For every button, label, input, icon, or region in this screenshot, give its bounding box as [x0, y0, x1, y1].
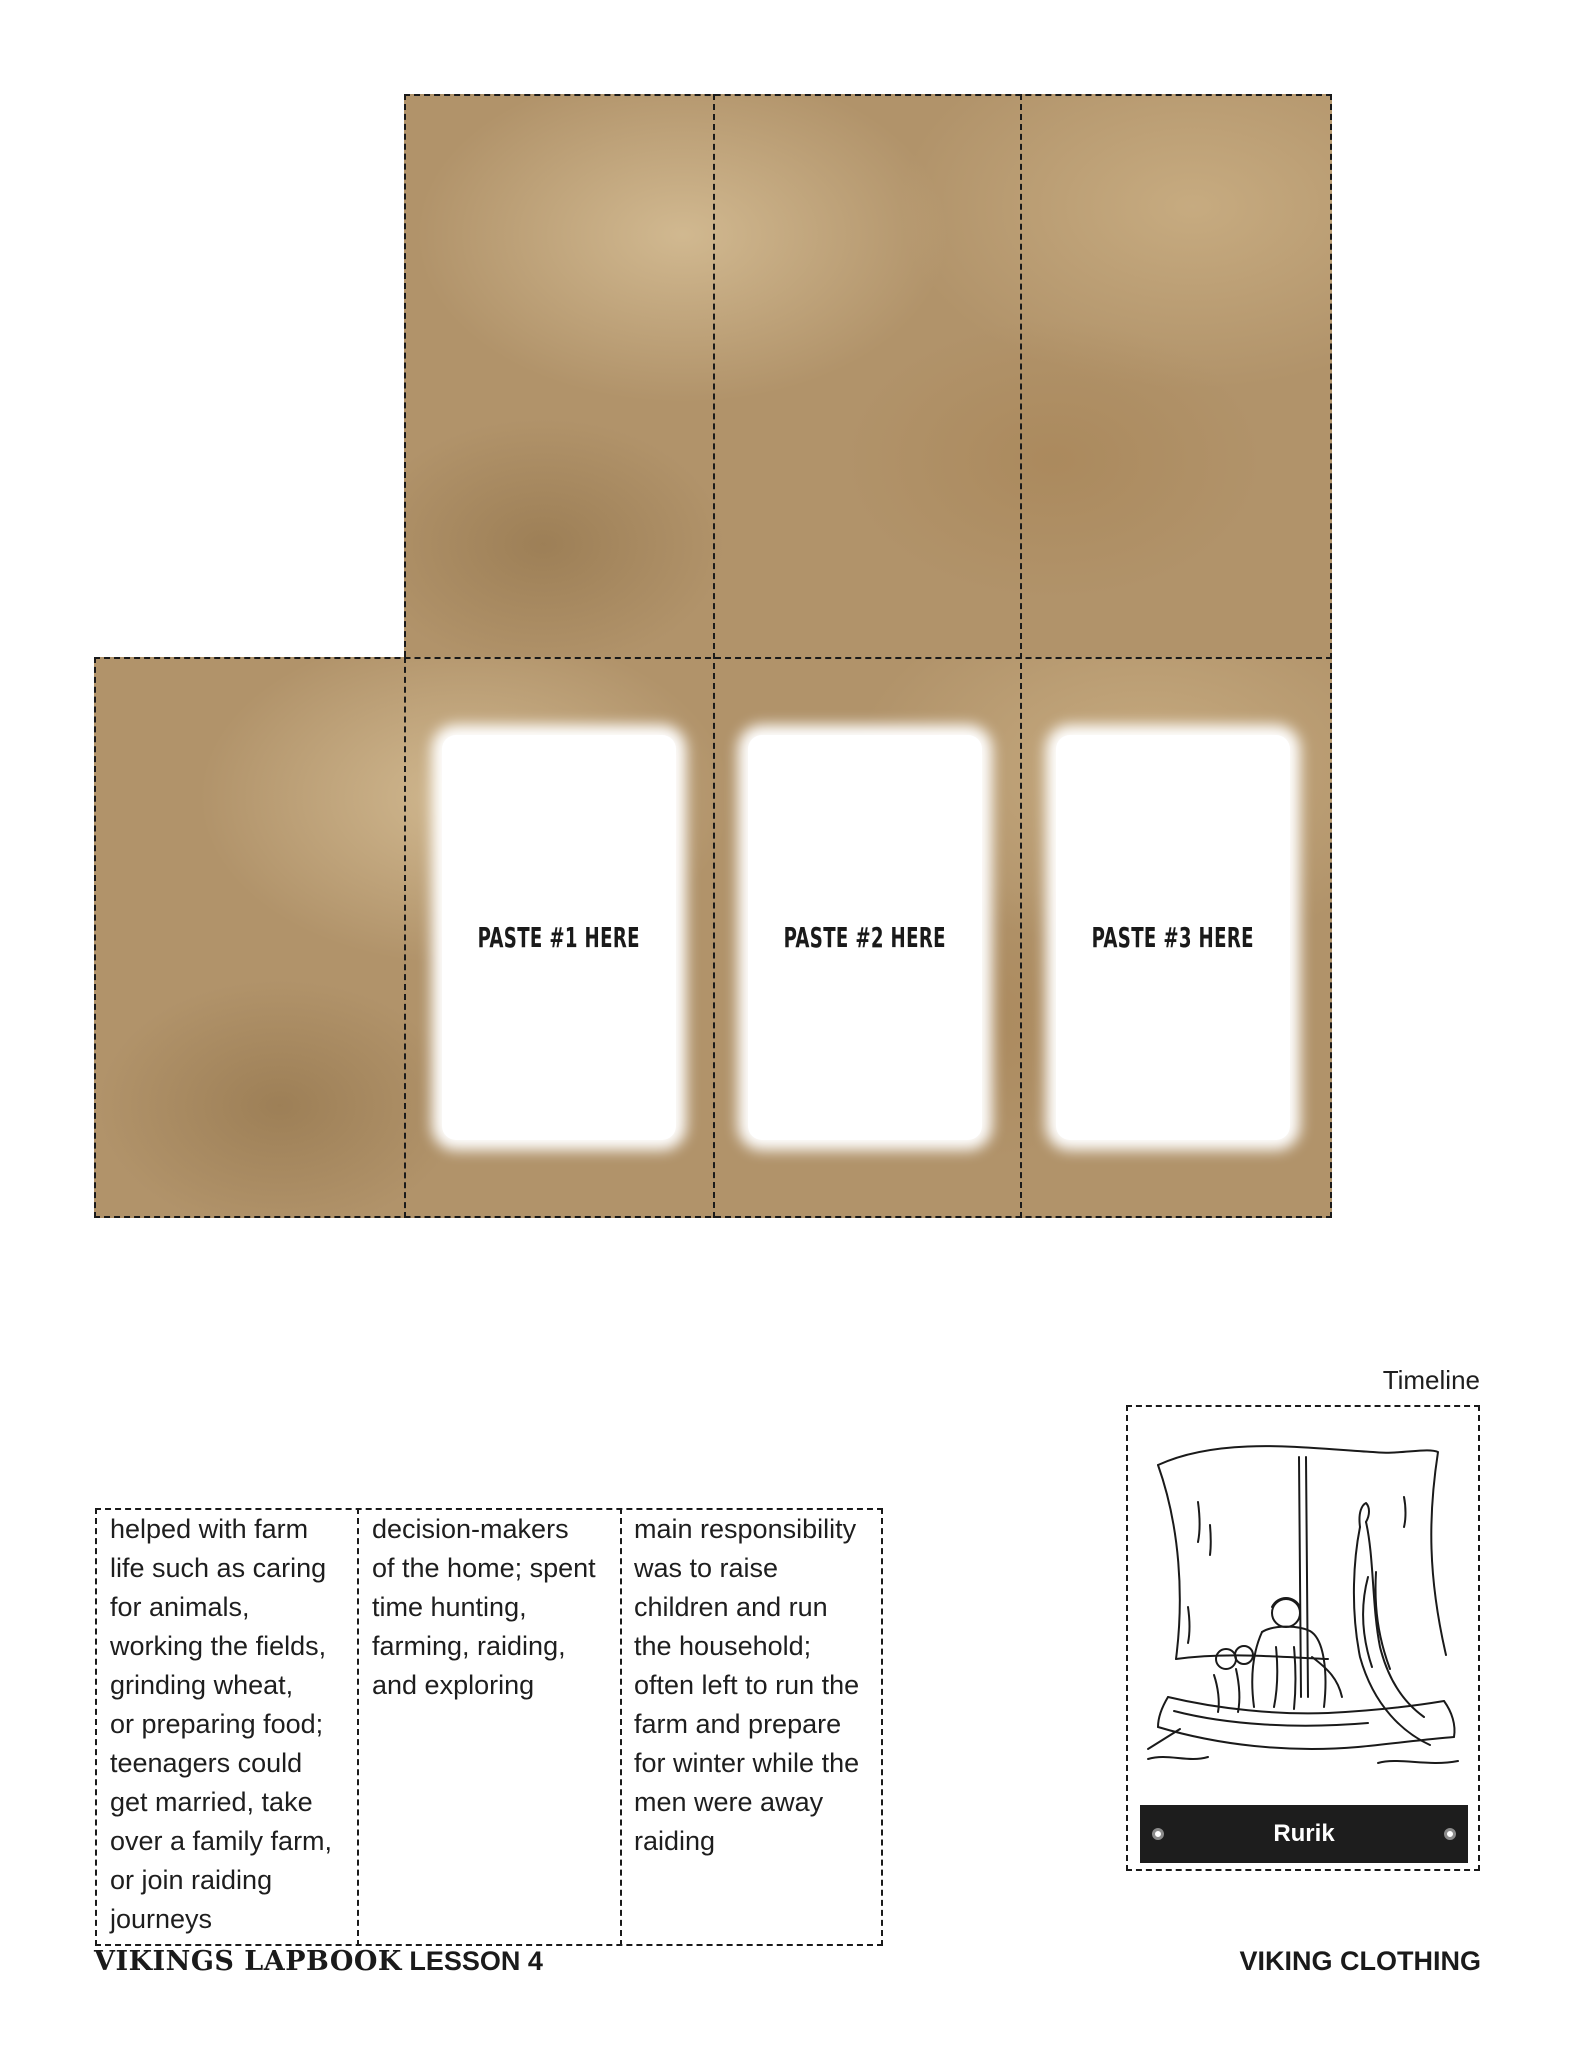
rivet-icon [1444, 1828, 1456, 1840]
text-line: time hunting, [372, 1592, 527, 1622]
text-line: working the fields, [110, 1631, 327, 1661]
cut-line [357, 1508, 359, 1946]
text-line: journeys [110, 1904, 213, 1934]
name-plate [1140, 1805, 1468, 1863]
text-line: decision-makers [372, 1514, 569, 1544]
cut-line [404, 94, 1332, 96]
text-line: often left to run the [634, 1670, 860, 1700]
viking-ship-icon [1128, 1407, 1478, 1787]
text-line: or join raiding [110, 1865, 273, 1895]
text-cell-3 [634, 1510, 859, 1861]
text-line: helped with farm [110, 1514, 309, 1544]
text-line: main responsibility [634, 1514, 857, 1544]
text-line: men were away [634, 1787, 824, 1817]
text-line: get married, take [110, 1787, 313, 1817]
card-name: Rurik [1273, 1820, 1335, 1847]
lesson-number: LESSON 4 [409, 1946, 543, 1976]
fold-line [713, 94, 715, 1218]
text-line: teenagers could [110, 1748, 303, 1778]
text-line: farming, raiding, [372, 1631, 566, 1661]
paste-label: PASTE #2 HERE [783, 921, 947, 954]
timeline-label: Timeline [1382, 1365, 1480, 1395]
footer-left [94, 1946, 543, 1977]
series-title: VIKINGS LAPBOOK [94, 1946, 402, 1977]
cut-line [94, 657, 96, 1218]
text-line: for winter while the [634, 1748, 860, 1778]
lesson-topic: VIKING CLOTHING [1239, 1946, 1481, 1976]
text-line: of the home; spent [372, 1553, 596, 1583]
paste-label: PASTE #3 HERE [1091, 921, 1255, 954]
paste-area-2 [748, 735, 982, 1140]
text-line: farm and prepare [634, 1709, 842, 1739]
fold-line [404, 657, 406, 1218]
rivet-icon [1152, 1828, 1164, 1840]
text-line: over a family farm, [110, 1826, 333, 1856]
text-line: grinding wheat, [110, 1670, 294, 1700]
text-line: life such as caring [110, 1553, 327, 1583]
paste-area-3 [1056, 735, 1290, 1140]
text-line: was to raise [634, 1553, 779, 1583]
cut-line [404, 94, 406, 657]
foldout-top-panel [404, 94, 1332, 657]
text-cell-2 [372, 1510, 596, 1705]
text-line: raiding [634, 1826, 716, 1856]
cut-line [1330, 94, 1332, 1218]
text-line: the household; [634, 1631, 812, 1661]
cut-line [620, 1508, 622, 1946]
text-line: and exploring [372, 1670, 535, 1700]
timeline-card [1126, 1405, 1480, 1871]
text-line: or preparing food; [110, 1709, 324, 1739]
text-line: for animals, [110, 1592, 250, 1622]
text-line: children and run [634, 1592, 828, 1622]
fold-line [1020, 94, 1022, 1218]
paste-area-1 [442, 735, 676, 1140]
paste-label: PASTE #1 HERE [477, 921, 641, 954]
text-cell-1 [110, 1510, 332, 1939]
